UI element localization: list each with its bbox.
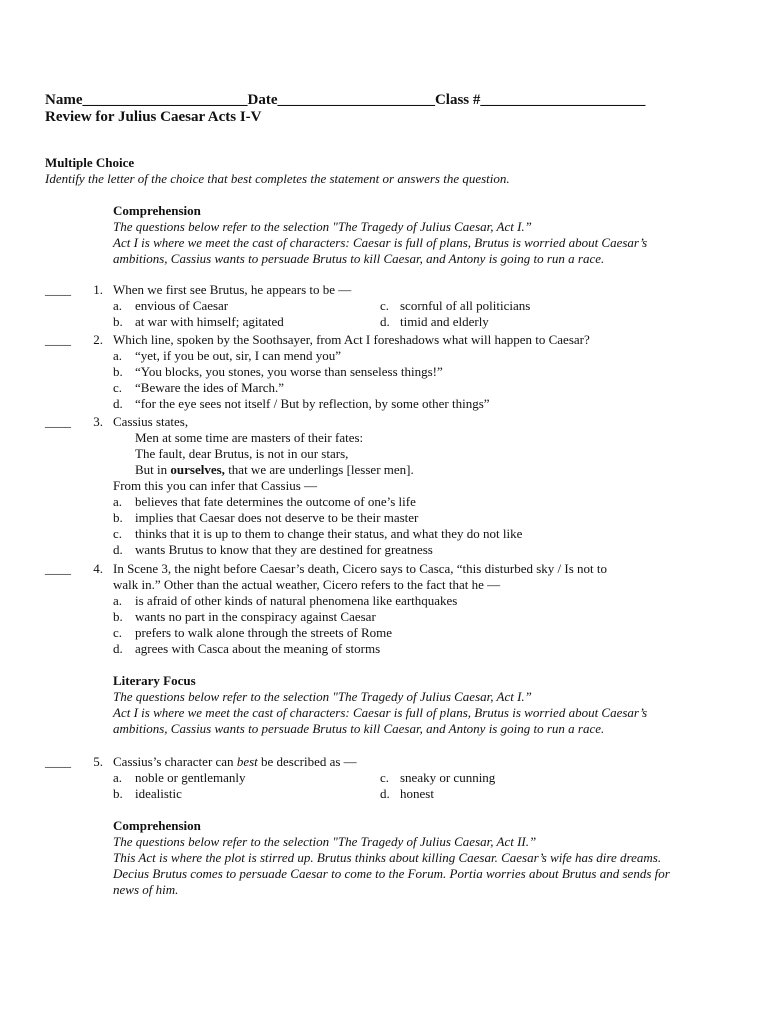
question-number: 5. [93,754,103,769]
choice-letter: b. [113,786,123,801]
quote-text: that we are underlings [lesser men]. [224,462,414,477]
question-emphasis: best [236,754,258,769]
choice-letter: c. [113,526,123,541]
section-heading: Literary Focus [113,673,196,688]
choice-letter: b. [113,609,123,624]
question-number: 4. [93,561,103,576]
choice-letter: c. [113,625,123,640]
question-text: walk in.” Other than the actual weather, Cicero refers to the fact that he — [113,577,501,592]
question-number: 2. [93,332,103,347]
choice-text: honest [400,786,434,801]
choice-letter: d. [380,786,390,801]
answer-blank[interactable]: ____ [45,282,71,297]
choice-text: idealistic [135,786,182,801]
question-5 [45,754,685,802]
quote-line: The fault, dear Brutus, is not in our stars, [135,446,349,461]
choice-letter: d. [380,314,390,329]
choice-letter: d. [113,396,123,411]
question-3 [45,414,685,558]
question-text: In Scene 3, the night before Caesar’s death, Cicero says to Casca, “this disturbed sky / Is not to [113,561,608,576]
choice-letter: a. [113,494,123,509]
section-comprehension-act-1 [113,203,713,267]
choice-letter: a. [113,593,123,608]
section-heading: Comprehension [113,203,201,218]
section-literary-focus [113,673,713,737]
question-text: When we first see Brutus, he appears to be — [113,282,352,297]
choice-text: believes that fate determines the outcome of one’s life [135,494,416,509]
choice-text: “Beware the ides of March.” [135,380,285,395]
choice-text: at war with himself; agitated [135,314,284,329]
choice-text: is afraid of other kinds of natural phenomena like earthquakes [135,593,458,608]
quote-line: Men at some time are masters of their fates: [135,430,364,445]
answer-blank[interactable]: ____ [45,754,71,769]
section-intro-line: Act I is where we meet the cast of characters: Caesar is full of plans, Brutus is worried about Caesar’s [113,235,648,250]
choice-text: agrees with Casca about the meaning of storms [135,641,381,656]
choice-text: timid and elderly [400,314,489,329]
question-2 [45,332,685,412]
page-title: Review for Julius Caesar Acts I-V [45,109,262,125]
multiple-choice-instructions: Identify the letter of the choice that best completes the statement or answers the question. [45,171,510,186]
choice-letter: d. [113,641,123,656]
choice-letter: b. [113,510,123,525]
choice-letter: a. [113,348,123,363]
name-date-class-line: Name______________________Date_____________________Class #______________________ [45,92,646,108]
choice-letter: c. [380,298,390,313]
section-intro-line: The questions below refer to the selection "The Tragedy of Julius Caesar, Act II.” [113,834,537,849]
choice-letter: a. [113,770,123,785]
choice-text: implies that Caesar does not deserve to be their master [135,510,419,525]
choice-text: wants no part in the conspiracy against Caesar [135,609,376,624]
section-intro-line: Decius Brutus comes to persuade Caesar to come to the Forum. Portia worries about Brutus and sends for [113,866,670,881]
choice-text: noble or gentlemanly [135,770,246,785]
choice-text: wants Brutus to know that they are destined for greatness [135,542,433,557]
section-intro-line: Act I is where we meet the cast of characters: Caesar is full of plans, Brutus is worried about Caesar’s [113,705,648,720]
choice-letter: b. [113,364,123,379]
choice-text: “You blocks, you stones, you worse than senseless things!” [135,364,443,379]
section-heading: Comprehension [113,818,201,833]
section-intro-line: ambitions, Cassius wants to persuade Brutus to kill Caesar, and Antony is going to run a race. [113,721,605,736]
choice-text: sneaky or cunning [400,770,496,785]
question-4 [45,561,685,657]
section-comprehension-act-2 [113,818,713,898]
question-1 [45,282,685,330]
choice-text: thinks that it is up to them to change their status, and what they do not like [135,526,523,541]
choice-letter: b. [113,314,123,329]
quote-emphasis: ourselves, [170,462,225,477]
question-follow-up: From this you can infer that Cassius — [113,478,318,493]
quote-text: But in [135,462,171,477]
choice-text: “yet, if you be out, sir, I can mend you” [135,348,341,363]
choice-text: scornful of all politicians [400,298,531,313]
section-intro-line: ambitions, Cassius wants to persuade Brutus to kill Caesar, and Antony is going to run a race. [113,251,605,266]
answer-blank[interactable]: ____ [45,561,71,576]
choice-text: envious of Caesar [135,298,229,313]
section-intro-line: news of him. [113,882,179,897]
question-text: Cassius states, [113,414,189,429]
section-intro-line: The questions below refer to the selection "The Tragedy of Julius Caesar, Act I.” [113,219,532,234]
section-intro-line: This Act is where the plot is stirred up. Brutus thinks about killing Caesar. Caesar’s wife has dire dreams. [113,850,662,865]
choice-letter: c. [113,380,123,395]
choice-letter: a. [113,298,123,313]
question-number: 1. [93,282,103,297]
quote-line [135,462,685,478]
answer-blank[interactable]: ____ [45,414,71,429]
choice-text: prefers to walk alone through the streets of Rome [135,625,393,640]
question-number: 3. [93,414,103,429]
answer-blank[interactable]: ____ [45,332,71,347]
question-text: Which line, spoken by the Soothsayer, from Act I foreshadows what will happen to Caesar? [113,332,590,347]
multiple-choice-heading: Multiple Choice [45,155,135,170]
choice-text: “for the eye sees not itself / But by reflection, by some other things” [135,396,490,411]
question-text: Cassius’s character can best be described as — [113,754,357,769]
choice-letter: d. [113,542,123,557]
section-intro-line: The questions below refer to the selection "The Tragedy of Julius Caesar, Act I.” [113,689,532,704]
choice-letter: c. [380,770,390,785]
